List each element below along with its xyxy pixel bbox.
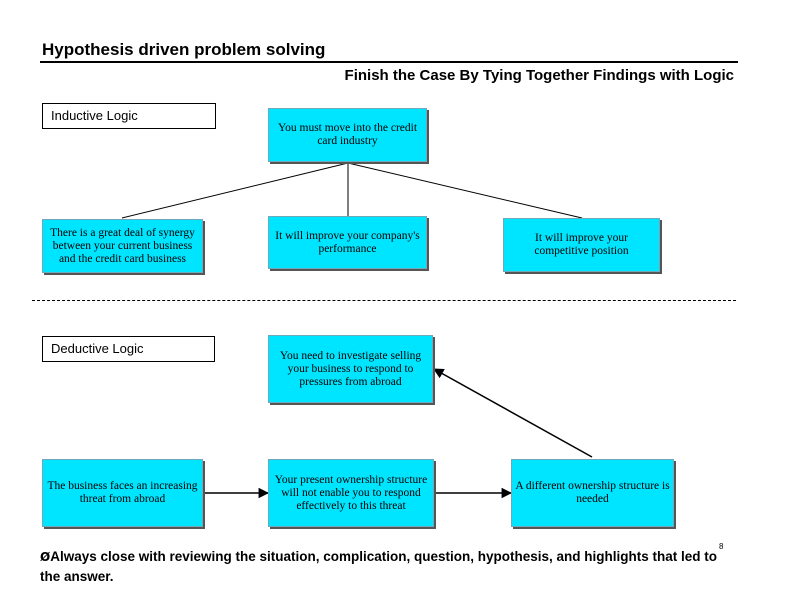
inductive-support-box-2: It will improve your company's performance <box>268 216 427 269</box>
deductive-step-box-3: A different ownership structure is needed <box>511 459 674 527</box>
page-subtitle: Finish the Case By Tying Together Findings with Logic <box>344 67 734 84</box>
arrow-bullet-icon: Ø <box>40 550 51 564</box>
arrow-step3-to-conclusion <box>434 369 592 457</box>
deductive-logic-label: Deductive Logic <box>42 336 215 362</box>
closing-note <box>40 547 720 586</box>
deductive-conclusion-box: You need to investigate selling your business to respond to pressures from abroad <box>268 335 433 403</box>
inductive-support-box-1: There is a great deal of synergy between your current business and the credit card business <box>42 219 203 273</box>
connector-top-to-support-3 <box>348 163 582 218</box>
inductive-logic-label: Inductive Logic <box>42 103 216 129</box>
deductive-step-box-2: Your present ownership structure will not enable you to respond effectively to this threat <box>268 459 434 527</box>
connector-top-to-support-1 <box>122 163 348 218</box>
page-title: Hypothesis driven problem solving <box>42 40 326 59</box>
deductive-step-box-1: The business faces an increasing threat from abroad <box>42 459 203 527</box>
inductive-top-box: You must move into the credit card industry <box>268 108 427 162</box>
inductive-support-box-3: It will improve your competitive position <box>503 218 660 272</box>
closing-note-text: Always close with reviewing the situation, complication, question, hypothesis, and highlights that led to the answer. <box>40 549 718 584</box>
page-number: 8 <box>719 542 724 551</box>
section-divider <box>32 300 736 301</box>
